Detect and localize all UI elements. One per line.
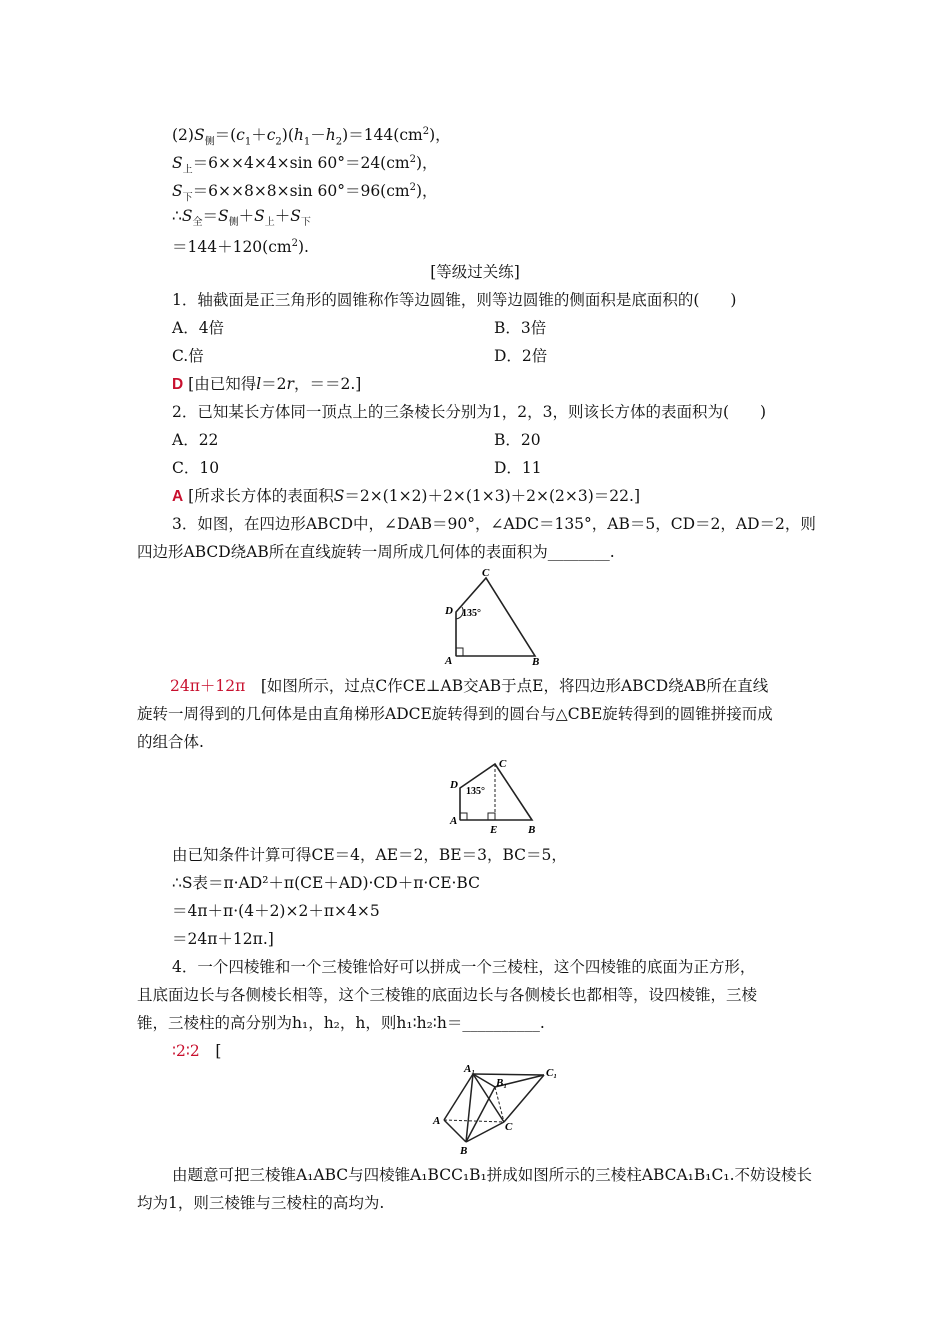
label-a1: A₁ (464, 1063, 476, 1075)
q3-answer: 24π＋12π (170, 677, 246, 695)
label-b: B (532, 656, 540, 666)
q3-solution-line1: 24π＋12π [如图所示，过点C作CE⊥AB交AB于点E，将四边形ABCD绕AB所在直线 (170, 677, 769, 695)
q3-solution-line2: 旋转一周得到的几何体是由直角梯形ADCE旋转得到的圆台与△CBE旋转得到的圆锥拼接而成 (137, 705, 773, 723)
label-b: B (460, 1145, 468, 1157)
q4-stem-line2: 且底面边长与各侧棱长相等，这个三棱锥的底面边长与各侧棱长也都相等，设四棱锥，三棱 (137, 986, 758, 1004)
q4-solution-line1: 由题意可把三棱锥A₁ABC与四棱锥A₁BCC₁B₁拼成如图所示的三棱柱ABCA₁B₁C₁.不妨设棱长 (172, 1166, 813, 1184)
q4-stem-line1: 4．一个四棱锥和一个三棱锥恰好可以拼成一个三棱柱，这个四棱锥的底面为正方形， (172, 958, 756, 976)
label-c: C (499, 758, 507, 770)
q4-stem-line3: 锥，三棱柱的高分别为h₁，h₂，h，则h₁∶h₂∶h＝__________. (137, 1014, 545, 1032)
q3-stem-line1: 3．如图，在四边形ABCD中，∠DAB＝90°，∠ADC＝135°，AB＝5，CD＝2，AD＝2，则 (172, 515, 816, 533)
sol2-line2: $S_上=6\times\times 4\times 4\times\sin$ $60^\circ=24(cm^2)$， (172, 154, 438, 176)
sol2-line1: $(2)S_侧=(c_1+c_2)(h_1-h_2)=144(cm^2)$， (172, 126, 451, 148)
q3-stem-line2: 四边形ABCD绕AB所在直线旋转一周所成几何体的表面积为________. (137, 543, 615, 561)
label-e: E (490, 824, 498, 836)
label-d: D (450, 779, 458, 791)
q2-option-b: B．20 (494, 431, 541, 449)
right-angle-mark-a (460, 813, 467, 820)
label-a: A (450, 815, 458, 827)
q4-answer-line: ∶2∶2 [ (172, 1042, 222, 1060)
q2-option-c: C．10 (172, 459, 220, 477)
right-angle-mark (456, 648, 463, 656)
q3-calc-line3: ＝4π＋π·(4＋2)×2＋π×4×5 (172, 902, 380, 920)
q1-option-b: B．3倍 (494, 319, 547, 337)
q3-figure-1 (440, 566, 550, 670)
sol2-line5: $=144+120(cm^2)$. (172, 238, 309, 257)
q1-solution: D [由已知得l＝2r，＝＝2.] (172, 375, 362, 393)
q2-answer: A (172, 488, 184, 505)
label-b: B (528, 824, 536, 836)
angle-label: 135° (462, 608, 481, 619)
q1-option-a: A．4倍 (172, 319, 225, 337)
q4-solution-line2: 均为1，则三棱锥与三棱柱的高均为. (137, 1194, 385, 1212)
section-title: [等级过关练] (430, 263, 520, 281)
sol2-line4: $\therefore S_全=S_侧+S_上+S_下$ (172, 207, 311, 229)
sol2-line3: $S_下=6\times\times 8\times 8\times\sin$ $60^\circ=96(cm^2)$， (172, 182, 438, 204)
label-c: C (505, 1121, 513, 1133)
q3-calc-line1: 由已知条件计算可得CE＝4，AE＝2，BE＝3，BC＝5， (172, 846, 567, 864)
q2-stem: 2．已知某长方体同一顶点上的三条棱长分别为1，2，3，则该长方体的表面积为( ) (172, 403, 767, 421)
q2-solution: A [所求长方体的表面积S＝2×(1×2)＋2×(1×3)＋2×(2×3)＝22.] (172, 487, 640, 505)
q4-figure-prism (430, 1062, 560, 1161)
label-a: A (433, 1115, 441, 1127)
label-c: C (482, 567, 490, 579)
q4-answer: ∶2∶2 (172, 1042, 200, 1060)
q3-calc-line4: ＝24π＋12π.] (172, 930, 274, 948)
label-d: D (445, 605, 453, 617)
q1-stem: 1．轴截面是正三角形的圆锥称作等边圆锥，则等边圆锥的侧面积是底面积的( ) (172, 291, 737, 309)
label-c1: C₁ (546, 1067, 558, 1079)
right-angle-mark-e (488, 813, 495, 820)
label-a: A (445, 655, 453, 666)
q1-option-d: D．2倍 (494, 347, 548, 365)
q1-option-c: C.倍 (172, 347, 204, 365)
q3-calc-line2: ∴S表＝π·AD²＋π(CE＋AD)·CD＋π·CE·BC (172, 874, 480, 892)
q1-answer: D (172, 376, 184, 393)
q2-option-d: D．11 (494, 459, 542, 477)
q3-solution-line3: 的组合体. (137, 733, 204, 751)
q2-option-a: A．22 (172, 431, 219, 449)
label-b1: B₁ (496, 1077, 508, 1089)
q3-figure-2 (440, 754, 550, 843)
angle-label: 135° (466, 786, 485, 797)
